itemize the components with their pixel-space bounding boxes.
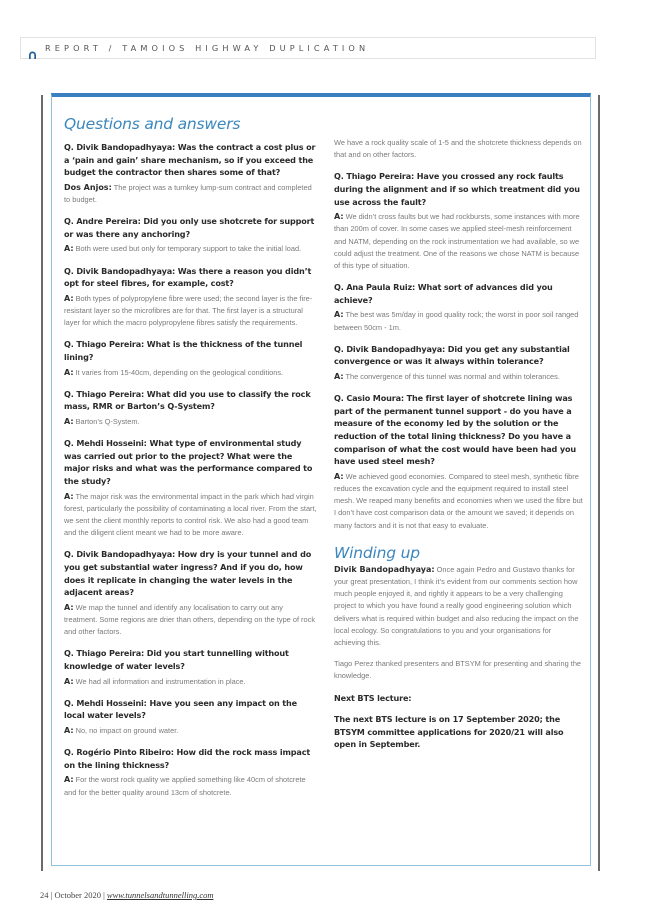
qa-item	[334, 281, 584, 334]
answer-text: We achieved good economies. Compared to steel mesh, synthetic fibre reduces the excavation cycle and the equipment required to install steel mesh. We reaped many benefits and economies when we used the fibre but I don’t have cost comparison data or the amount we saved; it depends on many factors and it is not that easy to evaluate.	[334, 471, 583, 530]
qa-item	[64, 388, 318, 428]
answer-text: The best was 5m/day in good quality rock; the worst in poor soil ranged between 50cm - 1m.	[334, 310, 579, 332]
answer-label: A:	[64, 244, 74, 254]
question-text: Q. Divik Bandopadhyaya: Was there a reason you didn’t opt for steel fibres, for example, cost?	[64, 265, 312, 289]
answer-paragraph	[64, 491, 318, 540]
answer-label: A:	[334, 471, 344, 481]
answer-label: A:	[334, 310, 344, 320]
winding-up-title: Winding up	[334, 543, 420, 562]
right-column	[334, 137, 584, 760]
question-text: Q. Thiago Pereira: What did you use to classify the rock mass, RMR or Barton’s Q-System?	[64, 388, 311, 412]
question-text: Q. Casio Moura: The first layer of shotcrete lining was part of the permanent tunnel support - do you have a measure of the economy led by the solution or the reduction of the total lining thickness? Do you have a comparison of what the cost would have been had you have used steel mesh?	[334, 393, 576, 467]
answer-paragraph	[64, 725, 318, 737]
qa-item	[334, 343, 584, 383]
answer-text: Both were used but only for temporary support to take the initial load.	[75, 244, 302, 254]
issue-date: October 2020	[54, 890, 101, 900]
answer-text: The major risk was the environmental impact in the park which had virgin forest, particularly the possibility of contaminating a local river. From the start, we sent the client monthly reports to control risk. We also had a good team and the diligent client meant we had to be more aware.	[64, 491, 317, 538]
question-text: Q. Thiago Pereira: Have you crossed any rock faults during the alignment and if so which treatment did you use across the fault?	[334, 171, 580, 207]
header-separator: /	[108, 43, 116, 53]
answer-paragraph	[64, 416, 318, 428]
question-text: Q. Thiago Pereira: What is the thickness of the tunnel lining?	[64, 339, 303, 362]
question-text: Q. Thiago Pereira: Did you start tunnelling without knowledge of water levels?	[64, 648, 289, 671]
answer-label: A:	[334, 371, 344, 381]
question-text: Q. Divik Bandopadhyaya: How dry is your tunnel and do you get substantial water ingress? And if you do, how does it replicate in changing the water levels in the adjacent areas?	[64, 549, 312, 598]
answer-paragraph	[64, 774, 318, 798]
answer-text: Both types of polypropylene fibre were used; the second layer is the fire-resistant layer so the microfibres are for that. The first layer is a structural layer for which the macro polypropylene fibres satisfy the requirements.	[64, 293, 313, 328]
answer-label: Dos Anjos:	[64, 182, 112, 192]
answer-paragraph	[64, 243, 318, 255]
qa-item	[64, 265, 318, 330]
answer-label: A:	[64, 293, 74, 303]
answer-paragraph	[334, 211, 584, 272]
question-text: Q. Mehdi Hosseini: Have you seen any impact on the local water levels?	[64, 697, 297, 721]
answer-label: A:	[64, 367, 74, 377]
website-link[interactable]: www.tunnelsandtunnelling.com	[106, 890, 214, 900]
speech-text: Once again Pedro and Gustavo thanks for your great presentation, I think it’s evident from our comments section how much people enjoyed it, and rightly it appears to be a very challenging project to which you have found a really good engineering solution which delivers what is required within budget and also reducing the impact on the local ecology. So congratulations to you and your organisations for achieving this.	[334, 564, 579, 647]
qa-item	[334, 392, 584, 532]
answer-paragraph	[334, 471, 584, 532]
question-text: Q. Andre Pereira: Did you only use shotcrete for support or was there any anchoring?	[64, 216, 315, 239]
header-title: TAMOIOS HIGHWAY DUPLICATION	[122, 43, 370, 53]
right-margin-rule	[598, 95, 600, 871]
qa-item	[64, 746, 318, 799]
answer-paragraph	[334, 309, 584, 333]
answer-label: A:	[64, 491, 74, 501]
qa-item	[64, 141, 318, 206]
answer-paragraph	[64, 676, 318, 688]
answer-label: A:	[64, 775, 74, 785]
left-margin-rule	[41, 95, 43, 871]
question-text: Q. Mehdi Hosseini: What type of environmental study was carried out prior to the project? What were the major risks and what was the performance compared to the study?	[64, 438, 313, 486]
answer-text: It varies from 15-40cm, depending on the geological conditions.	[75, 367, 284, 377]
page-number: 24	[40, 890, 49, 900]
question-text: Q. Divik Bandopadhyaya: Did you get any substantial convergence or was it always within tolerance?	[334, 343, 570, 367]
speaker-name: Divik Bandopadhyaya:	[334, 564, 435, 574]
answer-label: A:	[64, 416, 74, 426]
qa-item	[64, 697, 318, 737]
answer-label: A:	[64, 602, 74, 612]
qa-item	[64, 437, 318, 539]
answer-label: A:	[64, 676, 74, 686]
question-text: Q. Divik Bandopadhyaya: Was the contract a cost plus or a ‘pain and gain’ share mechanism, so if you exceed the budget the contractor then shares some of that?	[64, 142, 316, 178]
answer-text: No, no impact on ground water.	[75, 725, 179, 735]
question-text: Q. Rogério Pinto Ribeiro: How did the rock mass impact on the lining thickness?	[64, 747, 311, 770]
qa-item	[64, 548, 318, 638]
qa-box	[51, 93, 591, 866]
answer-text: The project was a turnkey lump-sum contract and completed to budget.	[64, 182, 312, 204]
answer-text: Barton’s Q-System.	[75, 416, 140, 426]
qa-list-left	[64, 141, 318, 799]
arch-icon	[28, 44, 37, 53]
left-column	[64, 115, 318, 808]
qa-item	[64, 647, 318, 687]
answer-paragraph	[64, 602, 318, 639]
page-footer: 24 | October 2020 | www.tunnelsandtunnelling.com	[40, 890, 214, 900]
answer-label: A:	[334, 212, 344, 222]
winding-up-speech	[334, 564, 584, 649]
qa-item	[64, 338, 318, 378]
answer-paragraph	[64, 182, 318, 206]
answer-text: The convergence of this tunnel was normal and within tolerances.	[345, 371, 560, 381]
answer-paragraph	[334, 371, 584, 383]
qa-item	[334, 170, 584, 272]
answer-text: We had all information and instrumentation in place.	[75, 676, 246, 686]
answer-paragraph	[64, 293, 318, 330]
answer-text: We didn’t cross faults but we had rockbursts, some instances with more than 200m of cover. In some cases we applied steel-mesh reinforcement and NATM, depending on the rock instrumentation we had available, so we could adjust the treatment. One of the reasons we chose NATM is because of this type of situation.	[334, 212, 580, 270]
answer-continuation: We have a rock quality scale of 1-5 and the shotcrete thickness depends on that and on other factors.	[334, 138, 582, 160]
report-header-text	[45, 43, 369, 53]
next-lecture-heading: Next BTS lecture:	[334, 692, 412, 703]
report-header-bar	[20, 37, 596, 59]
answer-label: A:	[64, 725, 74, 735]
question-text: Q. Ana Paula Ruiz: What sort of advances did you achieve?	[334, 282, 553, 305]
answer-text: We map the tunnel and identify any localisation to carry out any treatment. Some regions are drier than others, depending on the type of rock and other factors.	[64, 602, 316, 637]
header-section: REPORT	[45, 43, 102, 53]
qa-section-title: Questions and answers	[64, 115, 241, 133]
next-lecture-text: The next BTS lecture is on 17 September 2020; the BTSYM committee applications for 2020/21 will also open in September.	[334, 714, 564, 750]
thanks-paragraph: Tiago Perez thanked presenters and BTSYM for presenting and sharing the knowledge.	[334, 659, 582, 681]
qa-list-right	[334, 170, 584, 531]
answer-text: For the worst rock quality we applied something like 40cm of shotcrete and for the better quality around 13cm of shotcrete.	[64, 775, 306, 797]
answer-paragraph	[64, 367, 318, 379]
qa-item	[64, 215, 318, 255]
